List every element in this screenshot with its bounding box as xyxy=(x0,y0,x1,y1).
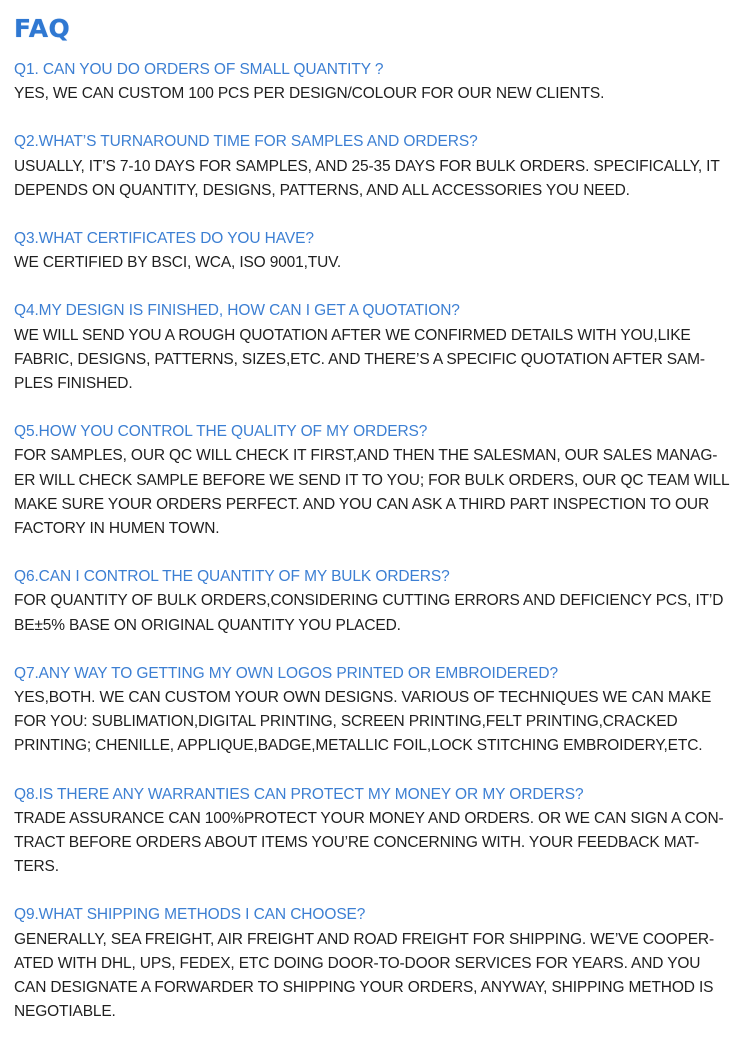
faq-item xyxy=(14,903,736,1024)
faq-question: Q7.ANY WAY TO GETTING MY OWN LOGOS PRINTED OR EMBROIDERED? xyxy=(14,664,558,682)
faq-answer-line: TERS. xyxy=(14,858,59,876)
faq-list xyxy=(14,58,736,1025)
faq-answer xyxy=(14,82,736,106)
faq-item xyxy=(14,227,736,275)
faq-question: Q5.HOW YOU CONTROL THE QUALITY OF MY ORDERS? xyxy=(14,423,428,441)
faq-answer xyxy=(14,324,736,397)
faq-question: Q4.MY DESIGN IS FINISHED, HOW CAN I GET A QUOTATION? xyxy=(14,302,460,320)
faq-answer xyxy=(14,807,736,880)
faq-answer-line: USUALLY, IT’S 7-10 DAYS FOR SAMPLES, AND 25-35 DAYS FOR BULK ORDERS. SPECIFICALLY, IT xyxy=(14,157,720,175)
faq-answer-line: FOR QUANTITY OF BULK ORDERS,CONSIDERING CUTTING ERRORS AND DEFICIENCY PCS, IT’D xyxy=(14,592,724,610)
faq-answer xyxy=(14,928,736,1025)
faq-answer-line: ATED WITH DHL, UPS, FEDEX, ETC DOING DOOR-TO-DOOR SERVICES FOR YEARS. AND YOU xyxy=(14,954,701,972)
faq-answer-line: WE WILL SEND YOU A ROUGH QUOTATION AFTER WE CONFIRMED DETAILS WITH YOU,LIKE xyxy=(14,326,691,344)
faq-answer-line: TRADE ASSURANCE CAN 100%PROTECT YOUR MONEY AND ORDERS. OR WE CAN SIGN A CON- xyxy=(14,809,724,827)
faq-answer-line: YES,BOTH. WE CAN CUSTOM YOUR OWN DESIGNS. VARIOUS OF TECHNIQUES WE CAN MAKE xyxy=(14,689,712,707)
faq-answer-line: TRACT BEFORE ORDERS ABOUT ITEMS YOU’RE CONCERNING WITH. YOUR FEEDBACK MAT- xyxy=(14,834,700,852)
faq-answer-line: GENERALLY, SEA FREIGHT, AIR FREIGHT AND ROAD FREIGHT FOR SHIPPING. WE’VE COOPER- xyxy=(14,930,714,948)
faq-answer xyxy=(14,444,736,541)
faq-item xyxy=(14,58,736,106)
faq-answer-line: WE CERTIFIED BY BSCI, WCA, ISO 9001,TUV. xyxy=(14,254,342,272)
faq-question: Q6.CAN I CONTROL THE QUANTITY OF MY BULK ORDERS? xyxy=(14,568,450,586)
faq-answer-line: CAN DESIGNATE A FORWARDER TO SHIPPING YOUR ORDERS, ANYWAY, SHIPPING METHOD IS xyxy=(14,979,714,997)
faq-answer-line: NEGOTIABLE. xyxy=(14,1003,116,1021)
faq-answer-line: FABRIC, DESIGNS, PATTERNS, SIZES,ETC. AND THERE’S A SPECIFIC QUOTATION AFTER SAM- xyxy=(14,350,705,368)
faq-answer xyxy=(14,251,736,275)
faq-item xyxy=(14,420,736,541)
faq-question: Q8.IS THERE ANY WARRANTIES CAN PROTECT MY MONEY OR MY ORDERS? xyxy=(14,785,584,803)
faq-answer-line: DEPENDS ON QUANTITY, DESIGNS, PATTERNS, AND ALL ACCESSORIES YOU NEED. xyxy=(14,181,630,199)
faq-answer-line: FOR YOU: SUBLIMATION,DIGITAL PRINTING, SCREEN PRINTING,FELT PRINTING,CRACKED xyxy=(14,713,678,731)
faq-question: Q2.WHAT’S TURNAROUND TIME FOR SAMPLES AND ORDERS? xyxy=(14,133,478,151)
page-title: FAQ xyxy=(14,14,71,43)
faq-answer-line: MAKE SURE YOUR ORDERS PERFECT. AND YOU CAN ASK A THIRD PART INSPECTION TO OUR xyxy=(14,495,710,513)
faq-item xyxy=(14,565,736,638)
faq-answer-line: BE±5% BASE ON ORIGINAL QUANTITY YOU PLACED. xyxy=(14,616,401,634)
faq-answer-line: FACTORY IN HUMEN TOWN. xyxy=(14,520,220,538)
faq-answer-line: PLES FINISHED. xyxy=(14,375,133,393)
faq-answer-line: YES, WE CAN CUSTOM 100 PCS PER DESIGN/COLOUR FOR OUR NEW CLIENTS. xyxy=(14,85,605,103)
faq-answer-line: ER WILL CHECK SAMPLE BEFORE WE SEND IT TO YOU; FOR BULK ORDERS, OUR QC TEAM WILL xyxy=(14,471,730,489)
faq-answer xyxy=(14,686,736,759)
faq-answer-line: FOR SAMPLES, OUR QC WILL CHECK IT FIRST,AND THEN THE SALESMAN, OUR SALES MANAG- xyxy=(14,447,718,465)
faq-question: Q9.WHAT SHIPPING METHODS I CAN CHOOSE? xyxy=(14,906,366,924)
faq-item xyxy=(14,662,736,759)
faq-answer xyxy=(14,155,736,203)
faq-question: Q1. CAN YOU DO ORDERS OF SMALL QUANTITY ? xyxy=(14,61,384,78)
faq-question: Q3.WHAT CERTIFICATES DO YOU HAVE? xyxy=(14,230,314,248)
faq-answer-line: PRINTING; CHENILLE, APPLIQUE,BADGE,METALLIC FOIL,LOCK STITCHING EMBROIDERY,ETC. xyxy=(14,737,703,755)
faq-item xyxy=(14,130,736,203)
faq-item xyxy=(14,299,736,396)
faq-answer xyxy=(14,589,736,637)
faq-item xyxy=(14,783,736,880)
